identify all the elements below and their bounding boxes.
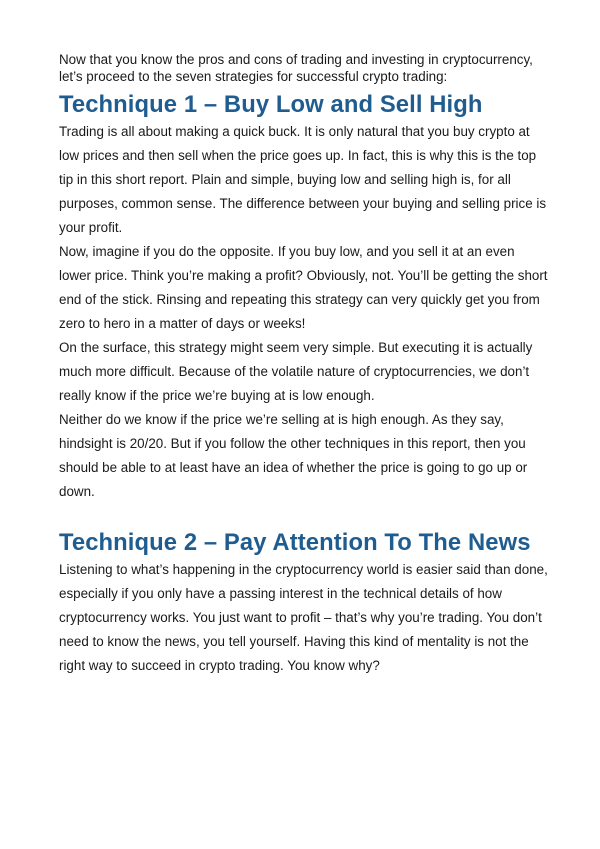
paragraph: Neither do we know if the price we’re selling at is high enough. As they say, hindsight is 20/20. But if you follow the other techniques in this report, then you should be able to at least have an idea of whether the price is going to go up or down. xyxy=(59,412,528,499)
paragraph: Listening to what’s happening in the cryptocurrency world is easier said than done, especially if you only have a passing interest in the technical details of how cryptocurrency works. You just want to profit – that’s why you’re trading. You don’t need to know the news, you tell yourself. Having this kind of mentality is not the right way to succeed in crypto trading. You know why? xyxy=(59,562,548,673)
section-heading-technique-1: Technique 1 – Buy Low and Sell High xyxy=(59,91,483,118)
paragraph: On the surface, this strategy might seem very simple. But executing it is actually much more difficult. Because of the volatile nature of cryptocurrencies, we don’t really know if the price we’re buying at is low enough. xyxy=(59,340,533,403)
paragraph: Now, imagine if you do the opposite. If you buy low, and you sell it at an even lower price. Think you’re making a profit? Obviously, not. You’ll be getting the short end of the stick. Rinsing and repeating this strategy can very quickly get you from zero to hero in a matter of days or weeks! xyxy=(59,244,548,331)
intro-paragraph: Now that you know the pros and cons of trading and investing in cryptocurrency, let’s proceed to the seven strategies for successful crypto trading: xyxy=(59,52,533,84)
paragraph: Trading is all about making a quick buck. It is only natural that you buy crypto at low prices and then sell when the price goes up. In fact, this is why this is the top tip in this short report. Plain and simple, buying low and selling high is, for all purposes, common sense. The difference between your buying and selling price is your profit. xyxy=(59,124,547,235)
document-page xyxy=(59,52,549,678)
section-heading-technique-2: Technique 2 – Pay Attention To The News xyxy=(59,529,531,556)
